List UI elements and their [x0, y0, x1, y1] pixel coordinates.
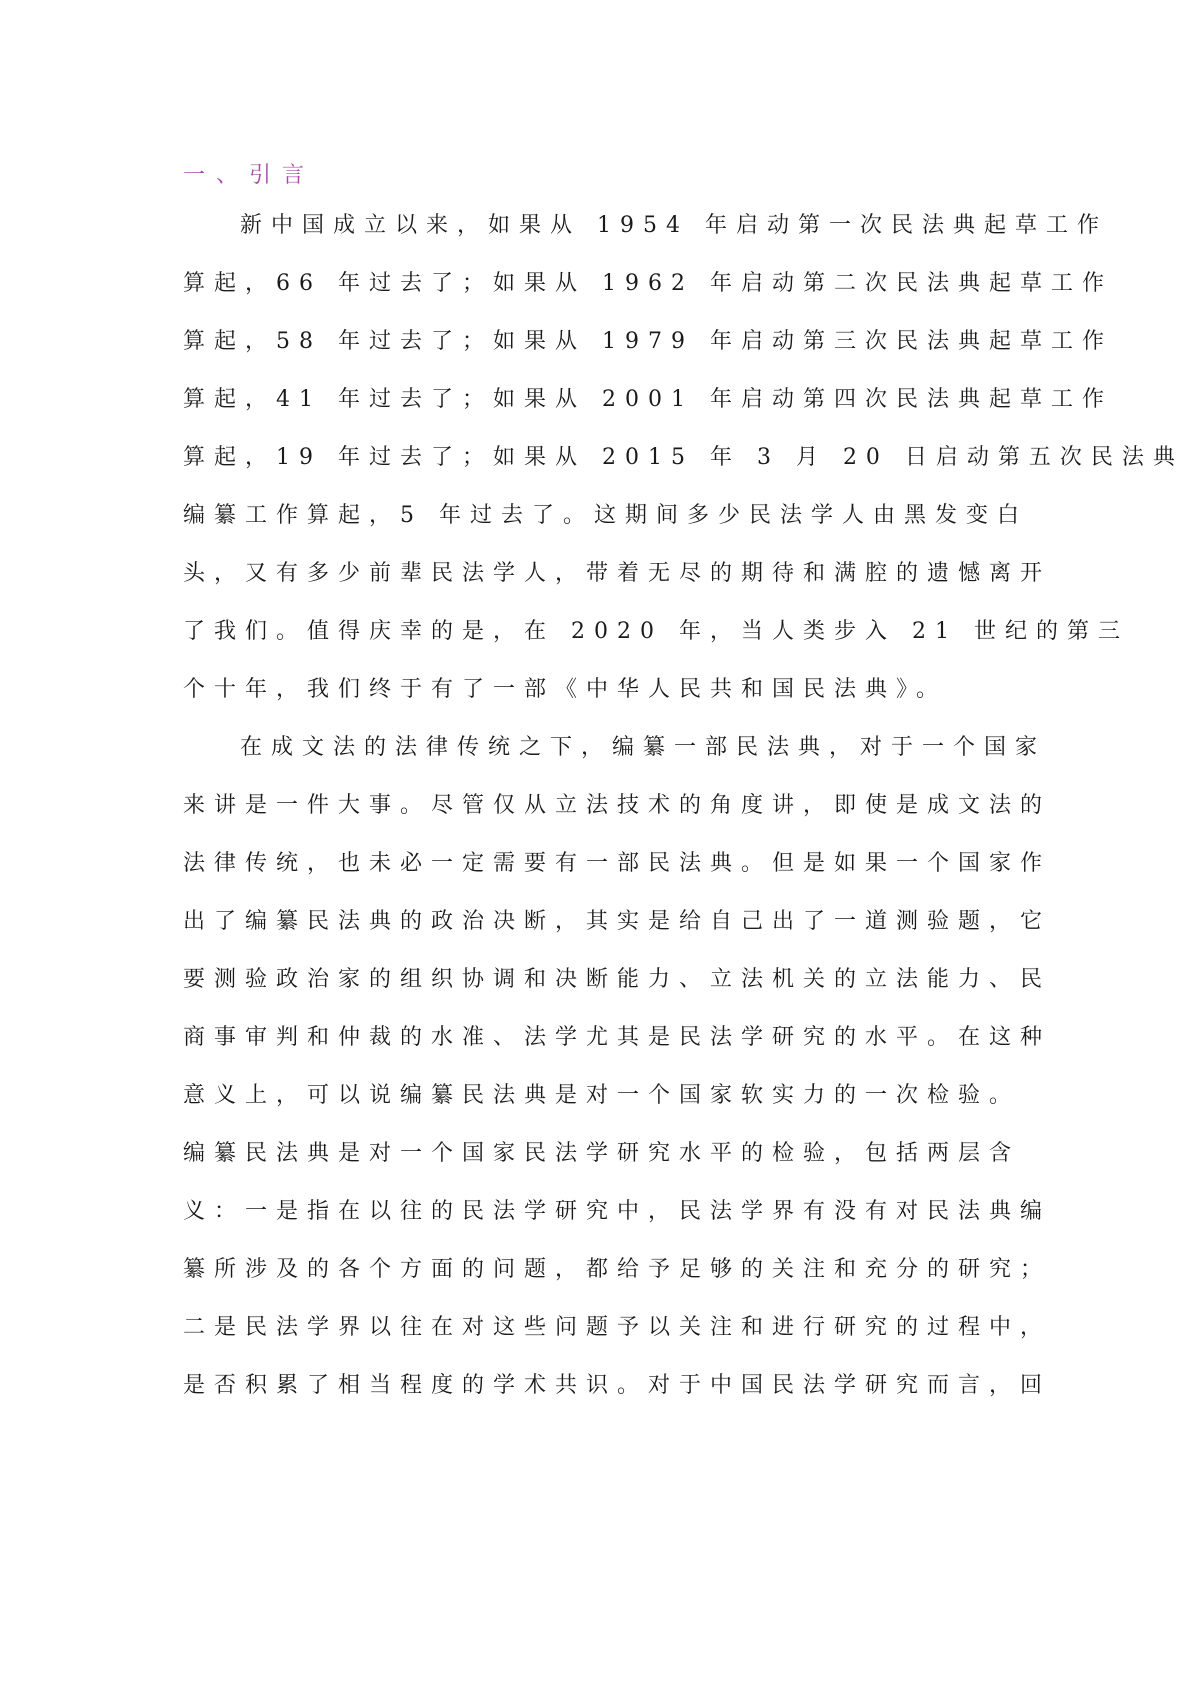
paragraph-line: 了我们。值得庆幸的是，在 2020 年，当人类步入 21 世纪的第三: [183, 619, 1129, 644]
paragraph-line: 法律传统，也未必一定需要有一部民法典。但是如果一个国家作: [183, 851, 1052, 876]
paragraph-line: 算起，41 年过去了；如果从 2001 年启动第四次民法典起草工作: [183, 387, 1113, 412]
paragraph-line: 二是民法学界以往在对这些问题予以关注和进行研究的过程中，: [183, 1315, 1052, 1340]
paragraph-line: 纂所涉及的各个方面的问题，都给予足够的关注和充分的研究；: [183, 1257, 1052, 1282]
paragraph-line: 出了编纂民法典的政治决断，其实是给自己出了一道测验题，它: [183, 909, 1052, 934]
paragraph-line: 个十年，我们终于有了一部《中华人民共和国民法典》。: [183, 677, 948, 702]
paragraph-line: 来讲是一件大事。尽管仅从立法技术的角度讲，即使是成文法的: [183, 793, 1052, 818]
paragraph-line: 商事审判和仲裁的水准、法学尤其是民法学研究的水平。在这种: [183, 1025, 1052, 1050]
section-heading: 一、引言: [183, 163, 316, 188]
paragraph-line: 算起，66 年过去了；如果从 1962 年启动第二次民法典起草工作: [183, 271, 1113, 296]
paragraph-line: 要测验政治家的组织协调和决断能力、立法机关的立法能力、民: [183, 967, 1052, 992]
paragraph-line: 意义上，可以说编纂民法典是对一个国家软实力的一次检验。: [183, 1083, 1021, 1108]
paragraph-line: 头，又有多少前辈民法学人，带着无尽的期待和满腔的遗憾离开: [183, 561, 1052, 586]
paragraph-line: 编纂民法典是对一个国家民法学研究水平的检验，包括两层含: [183, 1141, 1021, 1166]
paragraph-line: 算起，58 年过去了；如果从 1979 年启动第三次民法典起草工作: [183, 329, 1113, 354]
paragraph-line: 编纂工作算起，5 年过去了。这期间多少民法学人由黑发变白: [183, 503, 1028, 528]
paragraph-line: 义：一是指在以往的民法学研究中，民法学界有没有对民法典编: [183, 1199, 1052, 1224]
paragraph-line: 算起，19 年过去了；如果从 2015 年 3 月 20 日启动第五次民法典: [183, 445, 1184, 470]
paragraph-line: 在成文法的法律传统之下，编纂一部民法典，对于一个国家: [240, 735, 1047, 760]
paragraph-line: 新中国成立以来，如果从 1954 年启动第一次民法典起草工作: [240, 213, 1108, 238]
paragraph-line: 是否积累了相当程度的学术共识。对于中国民法学研究而言，回: [183, 1373, 1052, 1398]
